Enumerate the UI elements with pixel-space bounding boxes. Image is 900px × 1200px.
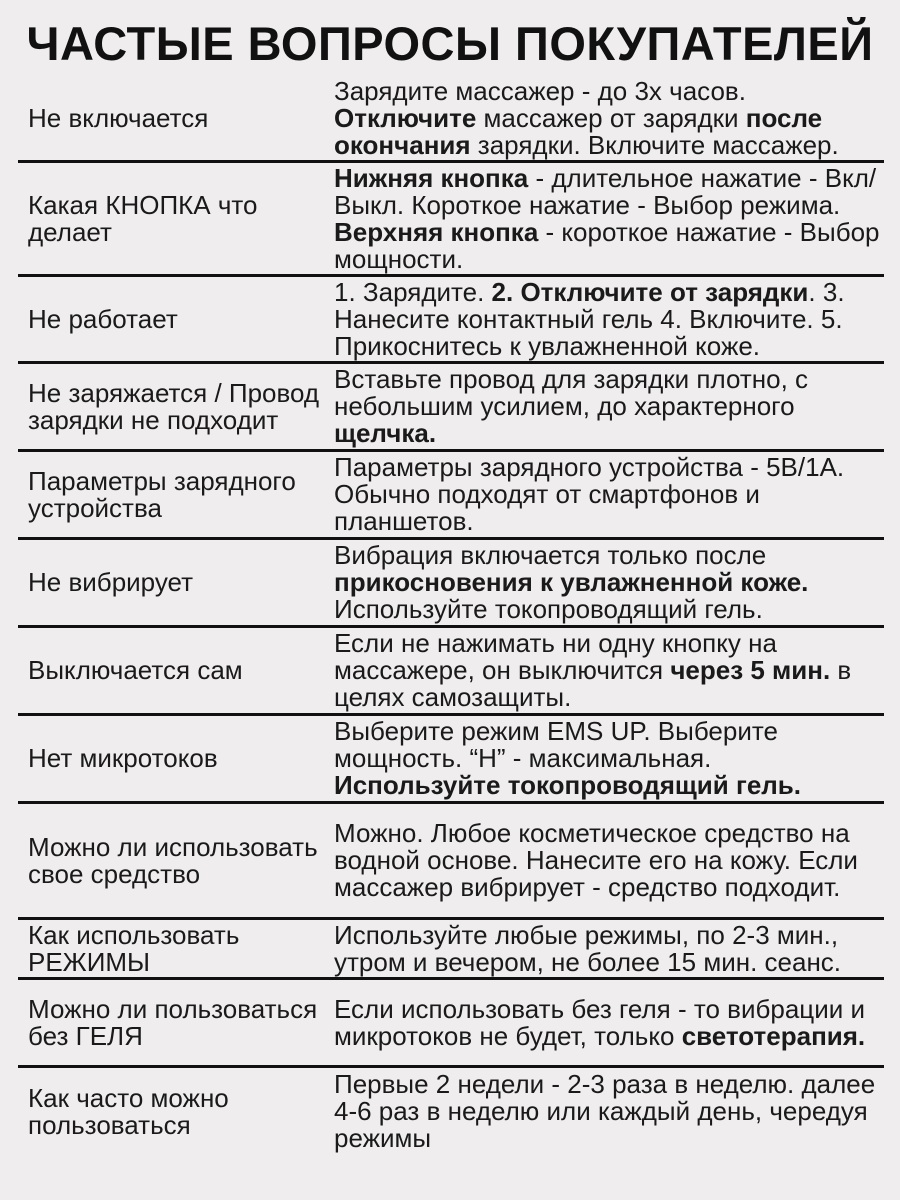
faq-answer: Вибрация включается только после прикосновения к увлажненной коже. Используйте токопроводящий гель.	[334, 540, 809, 624]
faq-row	[18, 920, 884, 980]
faq-question: Нет микротоков	[28, 743, 218, 773]
faq-answer: Если не нажимать ни одну кнопку на массажере, он выключится через 5 мин. в целях самозащиты.	[334, 628, 852, 712]
faq-question: Не работает	[28, 303, 178, 334]
answer-emphasis: щелчка.	[334, 418, 437, 448]
faq-answer: Параметры зарядного устройства - 5В/1А. Обычно подходят от смартфонов и планшетов.	[334, 452, 845, 536]
faq-question: Можно ли пользоваться без ГЕЛЯ	[28, 993, 318, 1051]
faq-answer: Выберите режим EMS UP. Выберите мощность. “H” - максимальная. Используйте токопроводящий гель.	[334, 716, 802, 800]
faq-table	[18, 76, 884, 1155]
faq-question: Можно ли использовать свое средство	[28, 831, 318, 889]
faq-row	[18, 628, 884, 716]
faq-answer: Первые 2 недели - 2-3 раза в неделю. далее 4-6 раз в неделю или каждый день, чередуя режимы	[334, 1069, 876, 1153]
faq-question: Как использовать РЕЖИМЫ	[28, 919, 240, 977]
answer-emphasis: Верхняя кнопка	[334, 216, 539, 247]
answer-emphasis: Нижняя кнопка	[334, 162, 529, 193]
faq-row	[18, 452, 884, 540]
faq-row	[18, 1068, 884, 1155]
answer-emphasis: 2. Отключите от зарядки	[491, 276, 809, 307]
faq-row	[18, 277, 884, 364]
faq-row	[18, 364, 884, 452]
answer-emphasis: прикосновения к увлажненной коже.	[334, 567, 809, 597]
faq-row	[18, 540, 884, 628]
faq-question: Как часто можно пользоваться	[28, 1082, 229, 1140]
faq-row	[18, 716, 884, 804]
faq-answer: 1. Зарядите. 2. Отключите от зарядки. 3. Нанесите контактный гель 4. Включите. 5. Прикоснитесь к увлажненной коже.	[334, 276, 845, 361]
faq-question: Не вибрирует	[28, 567, 194, 597]
faq-answer: Зарядите массажер - до 3х часов. Отключите массажер от зарядки после окончания зарядки. Включите массажер.	[334, 75, 839, 160]
faq-answer: Нижняя кнопка - длительное нажатие - Вкл/Выкл. Короткое нажатие - Выбор режима. Верхняя кнопка - короткое нажатие - Выбор мощности.	[334, 162, 880, 274]
answer-emphasis: через 5 мин.	[670, 655, 831, 685]
faq-question: Параметры зарядного устройства	[28, 465, 296, 523]
faq-answer: Вставьте провод для зарядки плотно, с небольшим усилием, до характерного щелчка.	[334, 364, 809, 448]
faq-row	[18, 163, 884, 277]
page-title: ЧАСТЫЕ ВОПРОСЫ ПОКУПАТЕЛЕЙ	[26, 17, 874, 70]
answer-emphasis: Используйте токопроводящий гель.	[334, 770, 802, 800]
faq-question: Не включается	[28, 102, 209, 133]
faq-answer: Используйте любые режимы, по 2-3 мин., утром и вечером, не более 15 мин. сеанс.	[334, 919, 842, 977]
faq-row	[18, 804, 884, 920]
faq-question: Не заряжается / Провод зарядки не подходит	[28, 377, 320, 435]
answer-emphasis: Отключите	[334, 102, 477, 133]
answer-emphasis: светотерапия.	[681, 1020, 866, 1051]
answer-emphasis: после окончания	[334, 102, 823, 160]
faq-row	[18, 76, 884, 163]
faq-answer: Если использовать без геля - то вибрации и микротоков не будет, только светотерапия.	[334, 993, 866, 1051]
faq-question: Выключается сам	[28, 655, 243, 685]
faq-answer: Можно. Любое косметическое средство на водной основе. Нанесите его на кожу. Если массажер вибрирует - средство подходит.	[334, 818, 858, 902]
faq-row	[18, 980, 884, 1068]
faq-question: Какая КНОПКА что делает	[28, 189, 258, 247]
